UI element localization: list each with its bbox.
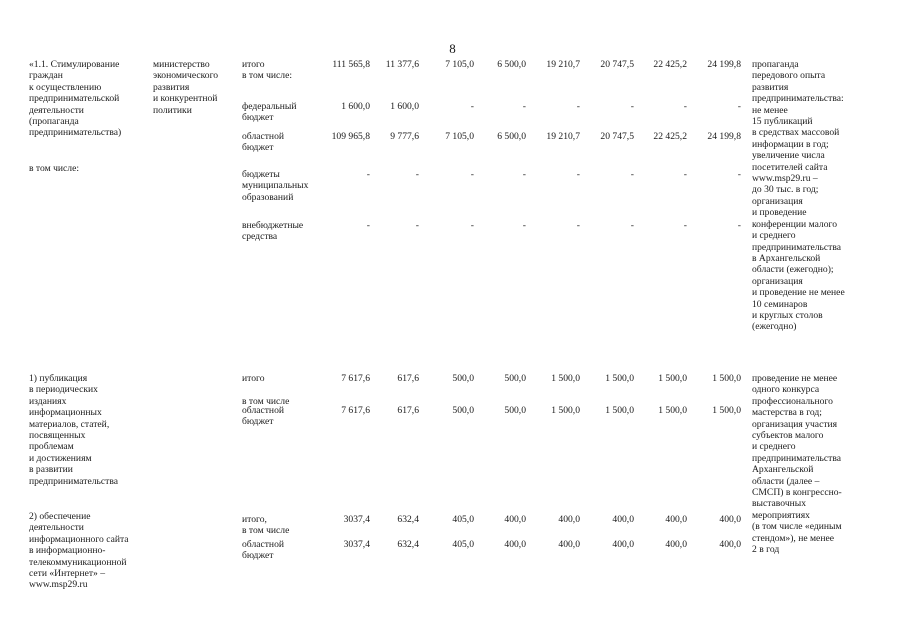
value-cell: - <box>415 220 419 231</box>
value-cell: 400,0 <box>504 514 526 525</box>
value-cell: 405,0 <box>452 514 474 525</box>
value-cell: - <box>630 169 634 180</box>
value-cell: 500,0 <box>452 405 474 416</box>
value-cell: 3037,4 <box>343 539 370 550</box>
value-cell: 400,0 <box>719 514 741 525</box>
row1-source-municipal-label: бюджеты муниципальных образований <box>242 169 309 203</box>
value-cell: 24 199,8 <box>707 59 741 70</box>
value-cell: 3037,4 <box>343 514 370 525</box>
value-cell: 400,0 <box>504 539 526 550</box>
row1-source-federal-label: федеральный бюджет <box>242 101 297 124</box>
value-cell: 9 777,6 <box>390 131 419 142</box>
value-cell: 7 617,6 <box>341 405 370 416</box>
value-cell: - <box>522 101 526 112</box>
value-cell: 400,0 <box>665 539 687 550</box>
value-cell: 19 210,7 <box>546 131 580 142</box>
value-cell: - <box>522 169 526 180</box>
value-cell: - <box>737 220 741 231</box>
value-cell: 11 377,6 <box>385 59 419 70</box>
row1-source-regional-label: областной бюджет <box>242 131 285 154</box>
row1-name: «1.1. Стимулирование граждан к осуществлению предпринимательской деятельности (пропаганда предпринимательства) <box>29 59 122 139</box>
value-cell: 20 747,5 <box>600 131 634 142</box>
value-cell: 1 500,0 <box>712 405 741 416</box>
value-cell: 617,6 <box>397 373 419 384</box>
value-cell: - <box>522 220 526 231</box>
value-cell: 111 565,8 <box>332 59 370 70</box>
value-cell: - <box>470 169 474 180</box>
value-cell: 632,4 <box>397 539 419 550</box>
value-cell: 109 965,8 <box>331 131 370 142</box>
page-number: 8 <box>449 41 456 56</box>
value-cell: 632,4 <box>397 514 419 525</box>
value-cell: 405,0 <box>452 539 474 550</box>
value-cell: 1 500,0 <box>712 373 741 384</box>
value-cell: - <box>415 169 419 180</box>
value-cell: 1 500,0 <box>605 373 634 384</box>
value-cell: - <box>683 101 687 112</box>
value-cell: - <box>737 169 741 180</box>
row3-name: 2) обеспечение деятельности информационного сайта в информационно- телекоммуникационной сети «Интернет» – www.msp29.ru <box>29 511 129 591</box>
value-cell: 1 500,0 <box>658 373 687 384</box>
value-cell: 7 105,0 <box>445 59 474 70</box>
value-cell: 1 500,0 <box>605 405 634 416</box>
value-cell: 20 747,5 <box>600 59 634 70</box>
value-cell: 400,0 <box>612 514 634 525</box>
value-cell: 1 600,0 <box>341 101 370 112</box>
value-cell: - <box>630 220 634 231</box>
value-cell: 7 617,6 <box>341 373 370 384</box>
value-cell: 19 210,7 <box>546 59 580 70</box>
value-cell: 500,0 <box>504 373 526 384</box>
value-cell: 22 425,2 <box>653 131 687 142</box>
value-cell: 400,0 <box>665 514 687 525</box>
value-cell: 400,0 <box>558 514 580 525</box>
value-cell: 617,6 <box>397 405 419 416</box>
value-cell: 1 600,0 <box>390 101 419 112</box>
row1-executor: министерство экономического развития и конкурентной политики <box>153 59 219 116</box>
value-cell: - <box>576 220 580 231</box>
value-cell: 400,0 <box>612 539 634 550</box>
value-cell: - <box>737 101 741 112</box>
value-cell: - <box>683 169 687 180</box>
row1-subnote: в том числе: <box>29 163 80 174</box>
value-cell: 24 199,8 <box>707 131 741 142</box>
value-cell: 6 500,0 <box>497 59 526 70</box>
value-cell: - <box>683 220 687 231</box>
value-cell: 6 500,0 <box>497 131 526 142</box>
row3-source-regional-label: областной бюджет <box>242 539 285 562</box>
row1-result: пропаганда передового опыта развития предпринимательства: не менее 15 публикаций в средствах массовой информации в год; увеличение числа посетителей сайта www.msp29.ru – до 30 тыс. в год; организация и проведение конференции малого и среднего предпринимательства в Архангельской области (ежегодно); организация и проведение не менее 10 семинаров и круглых столов (ежегодно) <box>752 59 845 333</box>
value-cell: 500,0 <box>452 373 474 384</box>
value-cell: - <box>470 101 474 112</box>
value-cell: - <box>366 169 370 180</box>
row2-source-total-label: итого в том числе <box>242 373 290 407</box>
value-cell: 400,0 <box>558 539 580 550</box>
value-cell: 1 500,0 <box>551 405 580 416</box>
row3-source-total-label: итого, в том числе <box>242 514 290 537</box>
row1-source-total-label: итого в том числе: <box>242 59 293 82</box>
value-cell: - <box>366 220 370 231</box>
value-cell: 1 500,0 <box>551 373 580 384</box>
value-cell: 22 425,2 <box>653 59 687 70</box>
row2-result: проведение не менее одного конкурса профессионального мастерства в год; организация участия субъектов малого и среднего предпринимательства Архангельской области (далее – СМСП) в конгрессно- выставочных мероприятиях (в том числе «единым стендом»), не менее 2 в год <box>752 373 842 556</box>
row2-name: 1) публикация в периодических изданиях информационных материалов, статей, посвященных проблемам и достижениям в развитии предпринимательства <box>29 373 119 487</box>
row2-source-regional-label: областной бюджет <box>242 405 285 428</box>
value-cell: - <box>576 101 580 112</box>
value-cell: 500,0 <box>504 405 526 416</box>
value-cell: 400,0 <box>719 539 741 550</box>
value-cell: - <box>576 169 580 180</box>
value-cell: - <box>470 220 474 231</box>
value-cell: 7 105,0 <box>445 131 474 142</box>
row1-source-extrabudget-label: внебюджетные средства <box>242 220 304 243</box>
value-cell: 1 500,0 <box>658 405 687 416</box>
value-cell: - <box>630 101 634 112</box>
